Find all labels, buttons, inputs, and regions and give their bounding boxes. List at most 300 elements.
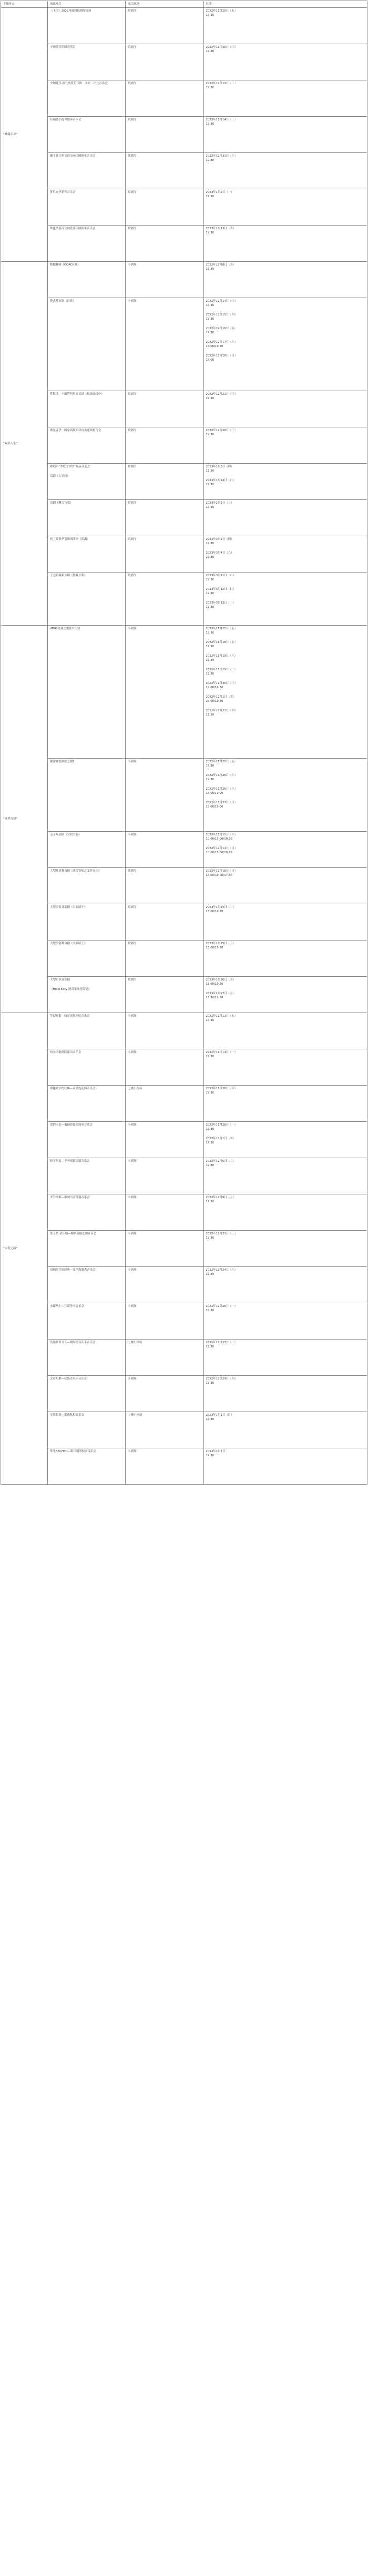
program-cell: [48, 941, 126, 977]
table-row: [1, 1194, 367, 1231]
venue-name-line: 歌剧厅: [128, 870, 137, 873]
table-row: [1, 298, 367, 391]
program-name-line: 歌星谋华一国家高级朗读直击连续报告会: [50, 429, 101, 432]
date-time-line: 19:30: [206, 1091, 214, 1095]
program-name-line: 《飞羽》2022星城国际钢琴巡演: [50, 9, 91, 13]
date-time-line: 19:00/19:30: [206, 700, 223, 703]
date-time-line: 2022年12月8日（四）: [206, 263, 236, 267]
program-name-line: 歌唱声“季度文学馆”作品音乐会: [50, 465, 90, 468]
date-time-line: 15:00/19:30: [206, 910, 223, 913]
venue-cell: [126, 298, 203, 391]
venue-cell: [126, 8, 203, 44]
performance-schedule-table: [1, 1, 367, 1485]
header-date: 日期: [203, 1, 367, 8]
date-time-line: 19:30: [206, 86, 214, 89]
date-cell: [203, 8, 367, 44]
date-cell: [203, 44, 367, 80]
table-row: [1, 391, 367, 427]
table-row: [1, 1122, 367, 1158]
date-time-line: 19:30: [206, 659, 214, 662]
date-time-line: 19:30: [206, 1019, 214, 1022]
table-row: [1, 427, 367, 464]
date-time-line: 19:30: [206, 645, 214, 648]
table-row: [1, 189, 367, 226]
program-name-line: 医和世界齐天—钢琴德音乐手音乐会: [50, 1341, 96, 1344]
table-row: [1, 8, 367, 44]
venue-name-line: 七楼小剧场: [128, 1414, 142, 1417]
program-name-line: 中国爱乐·新九州爱乐乐团：冬日二次元音乐会: [50, 82, 108, 85]
date-cell: [203, 189, 367, 226]
date-time-line: 19:30: [206, 506, 214, 509]
date-time-line: 2022年12月11日（日）: [206, 847, 238, 850]
date-time-line: 2022年11月26日（六）: [206, 1087, 238, 1090]
venue-name-line: 歌剧厅: [128, 574, 137, 577]
table-row: [1, 626, 367, 759]
date-time-line: 2022年12月29日（四）: [206, 1377, 238, 1381]
program-name-line: 光影服务—都南秋积音乐会: [50, 1414, 84, 1417]
program-name-line: 梦见BACHSO—附国钢琴独奏音乐会: [50, 1450, 96, 1453]
program-cell: [48, 427, 126, 464]
program-name-line: 中国爱乐乐团音乐会: [50, 46, 76, 49]
date-time-line: 2023年1月7日: [206, 1450, 226, 1453]
date-cell: [203, 1376, 367, 1412]
program-name-line: 大型儿童舞台剧《冰雪奇缘之艾莎女王》: [50, 870, 101, 873]
venue-cell: [126, 226, 203, 262]
date-time-line: 2022年12月10日（六）: [206, 833, 238, 836]
date-time-line: 2022年12月31日（六）: [206, 155, 238, 158]
date-time-line: 2022年12月27日（二）: [206, 1341, 238, 1344]
date-time-line: 2022年11月26日（六）: [206, 788, 238, 791]
date-cell: [203, 573, 367, 626]
program-cell: [48, 1303, 126, 1340]
program-name-line: 梦狐朋、于毅智明星演员剧《粗线底线怜》: [50, 393, 104, 396]
program-name-line: 4D00星球之魔法甘大轨: [50, 627, 80, 630]
venue-name-line: 小剧场: [128, 1232, 137, 1235]
date-cell: [203, 941, 367, 977]
program-cell: [48, 626, 126, 759]
date-time-line: 2022年11月28日（一）: [206, 1123, 238, 1127]
table-row: [1, 464, 367, 500]
date-cell: [203, 1412, 367, 1448]
program-name-line: 梦烂光华新年音乐会: [50, 191, 76, 194]
date-time-line: 19:30: [206, 268, 214, 271]
date-time-line: 15:00: [206, 359, 214, 362]
program-cell: [48, 464, 126, 500]
program-name-line: 大型亲情舞台剧《大暗暗王》: [50, 942, 87, 945]
table-row: [1, 262, 367, 298]
venue-name-line: 歌剧厅: [128, 9, 137, 13]
venue-name-line: 歌剧厅: [128, 906, 137, 909]
venue-cell: [126, 1448, 203, 1485]
program-name-line: 话剧《飘雪与我》: [50, 502, 73, 505]
date-time-line: 15:00/19:30: [206, 345, 223, 348]
date-cell: [203, 500, 367, 536]
venue-name-line: 小剧场: [128, 760, 137, 763]
venue-cell: [126, 117, 203, 153]
date-time-line: 19:30: [206, 331, 214, 334]
table-row: [1, 1376, 367, 1412]
date-cell: [203, 536, 367, 573]
date-time-line: 15:00/19:30: [206, 983, 223, 986]
venue-cell: [126, 500, 203, 536]
date-time-line: 19:30: [206, 1309, 214, 1312]
program-cell: [48, 904, 126, 941]
table-row: [1, 536, 367, 573]
venue-cell: [126, 536, 203, 573]
venue-name-line: 歌剧厅: [128, 393, 137, 396]
date-time-line: 2022年12月18日（日）: [206, 870, 238, 873]
table-row: [1, 1267, 367, 1303]
date-time-line: 15:00/19:00: [206, 805, 223, 809]
venue-cell: [126, 868, 203, 904]
date-time-line: 2022年12月15日（四）: [206, 313, 238, 316]
date-time-line: 2023年1月14日（六）: [206, 479, 236, 482]
date-cell: [203, 464, 367, 500]
program-cell: [48, 1340, 126, 1376]
program-cell: [48, 8, 126, 44]
header-venue: 演出场地: [126, 1, 203, 8]
date-time-line: 19:30: [206, 14, 214, 17]
date-time-line: 19:30: [206, 542, 214, 545]
date-time-line: 19:30: [206, 713, 214, 717]
program-cell: [48, 1122, 126, 1158]
venue-cell: [126, 1049, 203, 1086]
venue-cell: [126, 904, 203, 941]
date-time-line: 19:30: [206, 304, 214, 307]
program-cell: [48, 1376, 126, 1412]
date-time-line: 2022年12月24日（六）: [206, 1269, 238, 1272]
date-time-line: 2022年12月22日（四）: [206, 709, 238, 712]
date-time-line: 19:30: [206, 1141, 214, 1144]
table-row: [1, 868, 367, 904]
date-cell: [203, 226, 367, 262]
venue-name-line: 歌剧厅: [128, 46, 137, 49]
venue-cell: [126, 464, 203, 500]
date-time-line: 2022年12月13日（二）: [206, 82, 238, 85]
date-cell: [203, 977, 367, 1013]
date-time-line: 2022年11月25日（五）: [206, 760, 238, 763]
table-row: [1, 1303, 367, 1340]
venue-cell: [126, 427, 203, 464]
date-cell: [203, 1231, 367, 1267]
date-time-line: 2023年1月9日（一）: [206, 191, 234, 194]
program-cell: [48, 1086, 126, 1122]
program-name-line: 佳丽德小提琴独奏音乐会: [50, 118, 81, 121]
program-name-line: 王老新颖新乐剧《鹊翼长歌》: [50, 574, 87, 577]
table-row: [1, 44, 367, 80]
date-time-line: 19:30: [206, 1382, 214, 1385]
program-name-line: 会旺东都—民族室内乐音乐会: [50, 1377, 87, 1381]
venue-cell: [126, 391, 203, 427]
date-time-line: 2022年12月6日（二）: [206, 1160, 236, 1163]
date-time-line: 15:00/19:00: [206, 792, 223, 795]
program-name-line: 杰郎马上—往歌等中音乐会: [50, 1305, 84, 1308]
date-cell: [203, 904, 367, 941]
table-row: [1, 759, 367, 832]
program-cell: [48, 117, 126, 153]
table-row: [1, 226, 367, 262]
date-time-line: 2022年12月9日（五）: [206, 1196, 236, 1199]
venue-cell: [126, 1013, 203, 1049]
table-row: [1, 904, 367, 941]
date-time-line: 19:30: [206, 397, 214, 400]
venue-cell: [126, 153, 203, 189]
program-cell: [48, 226, 126, 262]
venue-cell: [126, 1267, 203, 1303]
table-row: [1, 1158, 367, 1194]
venue-name-line: 小剧场: [128, 1015, 137, 1018]
date-time-line: 19:30: [206, 631, 214, 635]
date-time-line: 19:30: [206, 606, 214, 609]
program-name-line: 爱的未来—俄国瓷器德独奏音乐会: [50, 1123, 93, 1127]
venue-name-line: 七楼小剧场: [128, 1087, 142, 1090]
date-time-line: 2023年1月27日（五）: [206, 992, 236, 995]
program-name-line: 花式都市剧《过客》: [50, 300, 76, 303]
date-time-line: 19:30: [206, 433, 214, 436]
date-time-line: 2023年1月26日（四）: [206, 978, 236, 982]
program-cell: [48, 44, 126, 80]
table-row: [1, 573, 367, 626]
date-cell: [203, 1122, 367, 1158]
date-time-line: 19:30: [206, 592, 214, 595]
date-time-line: 19:30: [206, 318, 214, 321]
venue-name-line: 小剧场: [128, 1305, 137, 1308]
table-row: [1, 1412, 367, 1448]
date-time-line: 2022年11月27日（日）: [206, 801, 238, 804]
date-time-line: 2023年1月5日（四）: [206, 465, 234, 468]
venue-name-line: 歌剧厅: [128, 538, 137, 541]
date-time-line: 2022年12月1日（四）: [206, 1137, 236, 1140]
venue-name-line: 小剧场: [128, 263, 137, 267]
venue-cell: [126, 1376, 203, 1412]
venue-name-line: 小剧场: [128, 1377, 137, 1381]
date-cell: [203, 1013, 367, 1049]
table-row: [1, 1340, 367, 1376]
date-time-line: 2022年12月1日（四）: [206, 696, 236, 699]
program-cell: [48, 298, 126, 391]
program-name-line: 哈尔滨歌剧院演出音乐会: [50, 1051, 81, 1054]
table-row: [1, 1013, 367, 1049]
date-time-line: 19:30: [206, 672, 214, 676]
program-name-line: 穿越时空的经典—河湖连连国音乐会: [50, 1087, 96, 1090]
date-time-line: 2022年12月21日（三）: [206, 393, 238, 396]
program-name-line: 爱上站·金乐情—都哨基础连国音乐会: [50, 1232, 97, 1235]
venue-cell: [126, 1158, 203, 1194]
program-name-line: 戴玉强与哈尔滨交响乐团新年音乐会: [50, 155, 96, 158]
program-cell: [48, 573, 126, 626]
venue-name-line: 小剧场: [128, 627, 137, 630]
venue-name-line: 小剧场: [128, 833, 137, 836]
venue-name-line: 七楼小剧场: [128, 1341, 142, 1344]
date-time-line: 19:30: [206, 195, 214, 198]
date-time-line: 19:30: [206, 469, 214, 473]
date-cell: [203, 1086, 367, 1122]
venue-name-line: 歌剧厅: [128, 227, 137, 230]
date-time-line: 19:30: [206, 50, 214, 53]
venue-name-line: 小剧场: [128, 1450, 137, 1453]
venue-name-line: 歌剧厅: [128, 465, 137, 468]
date-time-line: 19:30: [206, 122, 214, 126]
date-time-line: 19:30: [206, 1164, 214, 1167]
date-time-line: 19:30: [206, 483, 214, 486]
venue-name-line: 歌剧厅: [128, 118, 137, 121]
venue-cell: [126, 44, 203, 80]
date-time-line: 19:30: [206, 556, 214, 559]
program-cell: [48, 1194, 126, 1231]
venue-name-line: 歌剧厅: [128, 82, 137, 85]
date-time-line: 19:30: [206, 764, 214, 768]
table-row: [1, 153, 367, 189]
theme-cell: “永爱之韵”: [1, 1013, 48, 1485]
program-cell: [48, 1158, 126, 1194]
program-cell: [48, 1267, 126, 1303]
header-program: 演出项目: [48, 1, 126, 8]
date-time-line: 10:00/15:00/19:30: [206, 851, 232, 854]
date-time-line: 2022年12月28日（三）: [206, 429, 238, 432]
table-row: [1, 1231, 367, 1267]
date-cell: [203, 427, 367, 464]
venue-cell: [126, 626, 203, 759]
table-header-row: [1, 1, 367, 8]
date-time-line: 2023年3月4日（六）: [206, 551, 234, 555]
date-time-line: 10:00/15:00/19:30: [206, 837, 232, 841]
venue-name-line: 小剧场: [128, 300, 137, 303]
venue-cell: [126, 1122, 203, 1158]
program-name-line: 维也纳黄河交响爱乐乐团新年音乐会: [50, 227, 96, 230]
date-time-line: 19:30: [206, 1418, 214, 1421]
date-cell: [203, 153, 367, 189]
program-cell: [48, 153, 126, 189]
venue-name-line: 小剧场: [128, 1269, 137, 1272]
date-time-line: 19:30: [206, 1236, 214, 1240]
program-cell: [48, 1448, 126, 1485]
date-cell: [203, 80, 367, 117]
venue-cell: [126, 832, 203, 868]
date-time-line: 2023年3月12日（日）: [206, 588, 236, 591]
program-name-line: 梦幻光影—哈尔滨歌剧院音乐会: [50, 1015, 90, 1018]
venue-name-line: 小剧场: [128, 1123, 137, 1127]
table-row: [1, 80, 367, 117]
venue-cell: [126, 1086, 203, 1122]
date-time-line: 2022年11月25日（五）: [206, 627, 238, 630]
date-time-line: 2022年11月30日（三）: [206, 46, 238, 49]
venue-cell: [126, 80, 203, 117]
program-cell: [48, 977, 126, 1013]
table-row: [1, 1049, 367, 1086]
date-time-line: 15:00/19:30: [206, 946, 223, 949]
venue-cell: [126, 759, 203, 832]
venue-name-line: 歌剧厅: [128, 191, 137, 194]
date-cell: [203, 1340, 367, 1376]
date-time-line: 19:30: [206, 1345, 214, 1348]
header-theme: 主题单元: [1, 1, 48, 8]
date-time-line: 2022年11月19日（六）: [206, 655, 238, 658]
program-cell: [48, 391, 126, 427]
date-cell: [203, 262, 367, 298]
program-name-line: 魔法城堡联联之旅2: [50, 760, 75, 763]
date-time-line: 19:30: [206, 1055, 214, 1058]
date-cell: [203, 117, 367, 153]
date-time-line: 2022年12月17日（六）: [206, 341, 238, 344]
program-name-line: 大型实景音乐剧: [50, 978, 70, 982]
table-row: [1, 941, 367, 977]
date-cell: [203, 1267, 367, 1303]
venue-name-line: 小剧场: [128, 1051, 137, 1054]
venue-name-line: 歌剧厅: [128, 978, 137, 982]
program-cell: [48, 536, 126, 573]
theme-cell: “童梦奇境”: [1, 626, 48, 1013]
date-time-line: 2022年11月25日（五）: [206, 9, 238, 13]
program-name-line: 大型亲情音乐剧《大暗暗王》: [50, 906, 87, 909]
date-time-line: 19:30: [206, 159, 214, 162]
date-time-line: 2023年1月12日（四）: [206, 227, 236, 230]
program-cell: [48, 1231, 126, 1267]
program-name-line: 甄嬛暮剧《COACH谁》: [50, 263, 80, 267]
program-cell: [48, 1412, 126, 1448]
venue-cell: [126, 977, 203, 1013]
date-cell: [203, 626, 367, 759]
table-body: [1, 8, 367, 1485]
venue-cell: [126, 1194, 203, 1231]
program-cell: [48, 832, 126, 868]
date-time-line: 19:30: [206, 1273, 214, 1276]
date-time-line: 19:30: [206, 578, 214, 581]
date-time-line: 2023年2月3日（五）: [206, 502, 234, 505]
program-name-line: 亲子互动剧《空间大猩》: [50, 833, 81, 836]
program-name-line: 米开朗都—都哨当金等器音乐会: [50, 1196, 90, 1199]
program-name-line: 话剧《人世间》: [50, 475, 70, 478]
date-cell: [203, 1448, 367, 1485]
date-time-line: 15:00/19:00/17:30: [206, 874, 232, 877]
date-time-line: 2023年1月1日（日）: [206, 1414, 234, 1417]
venue-name-line: 歌剧厅: [128, 502, 137, 505]
date-time-line: 2022年11月11日（五）: [206, 1015, 238, 1018]
date-time-line: 19:30: [206, 1454, 214, 1457]
table-row: [1, 1448, 367, 1485]
date-cell: [203, 1158, 367, 1194]
date-time-line: 2022年11月29日（二）: [206, 668, 238, 671]
date-time-line: 2023年3月13日（一）: [206, 601, 236, 605]
date-time-line: 19:30: [206, 231, 214, 234]
program-name-line: 《Hello Kitty 凯蒂家族冒险记》: [50, 988, 91, 991]
theme-cell: “戏梦人生”: [1, 262, 48, 626]
venue-cell: [126, 1412, 203, 1448]
program-cell: [48, 1049, 126, 1086]
date-cell: [203, 391, 367, 427]
date-time-line: 2022年12月21日（三）: [206, 1232, 238, 1235]
date-cell: [203, 868, 367, 904]
table-row: [1, 500, 367, 536]
program-cell: [48, 759, 126, 832]
theme-cell: “峰端乐章”: [1, 8, 48, 262]
date-time-line: 19:30: [206, 1128, 214, 1131]
date-cell: [203, 1194, 367, 1231]
program-name-line: 哥湘时空的经典—张学海器表音乐会: [50, 1269, 96, 1272]
program-cell: [48, 189, 126, 226]
date-cell: [203, 759, 367, 832]
program-cell: [48, 868, 126, 904]
program-cell: [48, 1013, 126, 1049]
date-cell: [203, 298, 367, 391]
date-time-line: 2023年1月25日（三）: [206, 942, 236, 945]
table-row: [1, 977, 367, 1013]
venue-cell: [126, 941, 203, 977]
date-time-line: 19:30: [206, 1200, 214, 1203]
table-row: [1, 1086, 367, 1122]
date-time-line: 19:30: [206, 778, 214, 781]
program-name-line: 阿兰泰德华乐团团团剧《荡湖》: [50, 538, 90, 541]
date-time-line: 2023年1月24日（二）: [206, 906, 236, 909]
